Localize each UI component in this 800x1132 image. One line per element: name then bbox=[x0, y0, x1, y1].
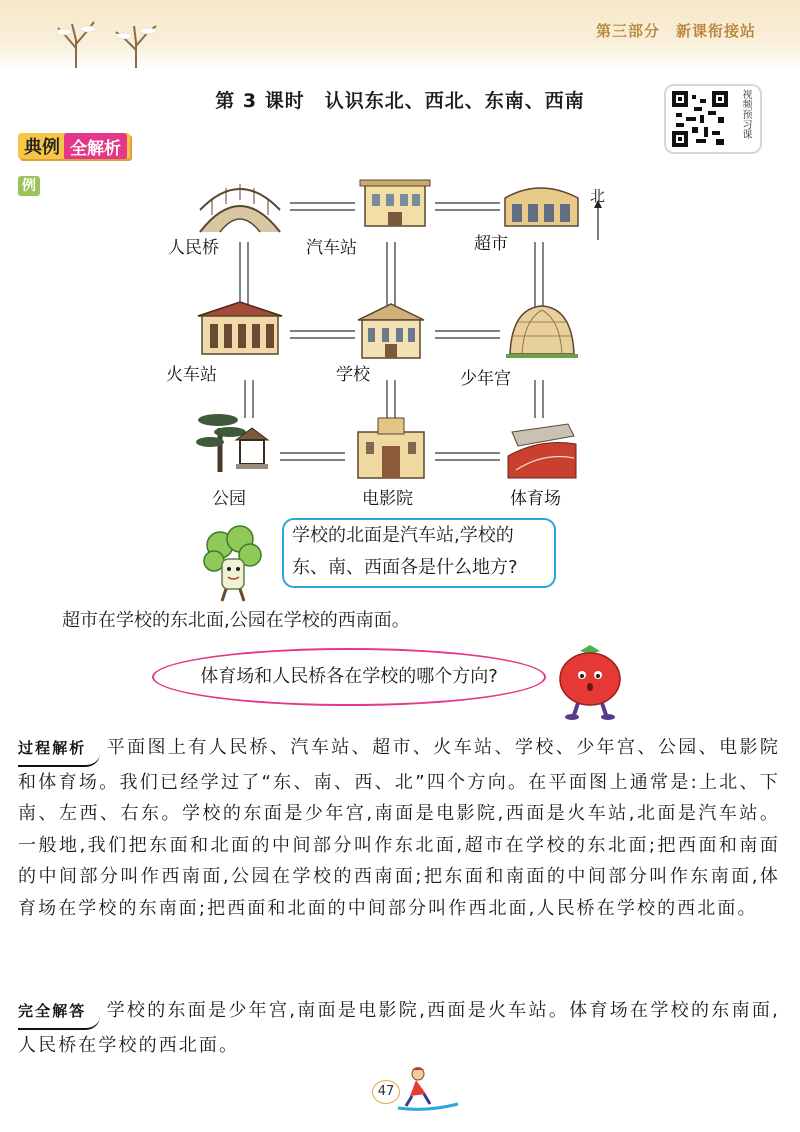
winter-trees-illustration bbox=[46, 10, 176, 70]
label-gongyuan: 公园 bbox=[212, 489, 246, 509]
analysis-paragraph bbox=[18, 732, 780, 924]
bubble1-line2: 东、南、西面各是什么地方? bbox=[292, 557, 518, 578]
park-pavilion-icon bbox=[196, 414, 268, 472]
bus-station-icon bbox=[360, 180, 430, 226]
bubble1-line1: 学校的北面是汽车站,学校的 bbox=[292, 525, 514, 546]
north-label: 北 bbox=[590, 187, 606, 205]
speech-bubble-tomato: 体育场和人民桥各在学校的哪个方向? bbox=[152, 648, 546, 706]
map-diagram bbox=[160, 170, 630, 515]
train-station-icon bbox=[198, 302, 282, 354]
qr-caption: 视频预习课 bbox=[740, 89, 751, 139]
north-arrow-icon bbox=[594, 200, 602, 240]
badge-part2: 全解析 bbox=[64, 133, 127, 159]
section-badge bbox=[18, 133, 130, 159]
analysis-label: 过程解析 bbox=[18, 733, 100, 767]
label-tiyuchang: 体育场 bbox=[510, 489, 561, 509]
label-qichezhan: 汽车站 bbox=[306, 238, 357, 258]
label-huochezhan: 火车站 bbox=[166, 365, 217, 385]
label-xuexiao: 学校 bbox=[336, 365, 370, 385]
supermarket-icon bbox=[505, 188, 578, 226]
speech-bubble-question bbox=[282, 518, 556, 588]
stadium-icon bbox=[508, 424, 576, 478]
broccoli-character-icon bbox=[200, 525, 266, 605]
school-icon bbox=[358, 304, 424, 358]
full-answer-text: 学校的东面是少年宫,南面是电影院,西面是火车站。体育场在学校的东南面,人民桥在学校的西北面。 bbox=[18, 1000, 780, 1056]
section-label: 第三部分 新课衔接站 bbox=[595, 22, 756, 40]
label-dianyingyuan: 电影院 bbox=[362, 489, 413, 509]
label-chaoshi: 超市 bbox=[474, 234, 508, 254]
cinema-icon bbox=[358, 418, 424, 478]
example-tag: 例 bbox=[18, 176, 40, 196]
label-shaoniangong: 少年宫 bbox=[460, 369, 511, 389]
tomato-character-icon bbox=[550, 643, 630, 721]
badge-part1: 典例 bbox=[24, 137, 60, 158]
lesson-title: 第 3 课时 认识东北、西北、东南、西南 bbox=[215, 90, 585, 112]
label-renminqiao: 人民桥 bbox=[168, 238, 219, 258]
page-number: 47 bbox=[372, 1080, 400, 1104]
qr-code-box[interactable] bbox=[664, 84, 762, 154]
youth-palace-icon bbox=[506, 306, 578, 356]
full-answer-paragraph bbox=[18, 995, 780, 1061]
answer-statement: 超市在学校的东北面,公园在学校的西南面。 bbox=[62, 610, 410, 631]
qr-code-icon bbox=[672, 91, 728, 147]
analysis-text: 平面图上有人民桥、汽车站、超市、火车站、学校、少年宫、公园、电影院和体育场。我们已经学过了“东、南、西、北”四个方向。在平面图上通常是:上北、下南、左西、右东。学校的东面是少年宫,南面是电影院,西面是火车站,北面是汽车站。一般地,我们把东面和北面的中间部分叫作东北面,超市在学校的东北面;把西面和南面的中间部分叫作西南面,公园在学校的西南面;把东面和南面的中间部分叫作东南面,体育场在学校的东南面;把西面和北面的中间部分叫作西北面,人民桥在学校的西北面。 bbox=[18, 737, 780, 919]
bridge-icon bbox=[200, 184, 280, 232]
skier-decoration-icon bbox=[396, 1064, 460, 1114]
full-answer-label: 完全解答 bbox=[18, 996, 100, 1030]
